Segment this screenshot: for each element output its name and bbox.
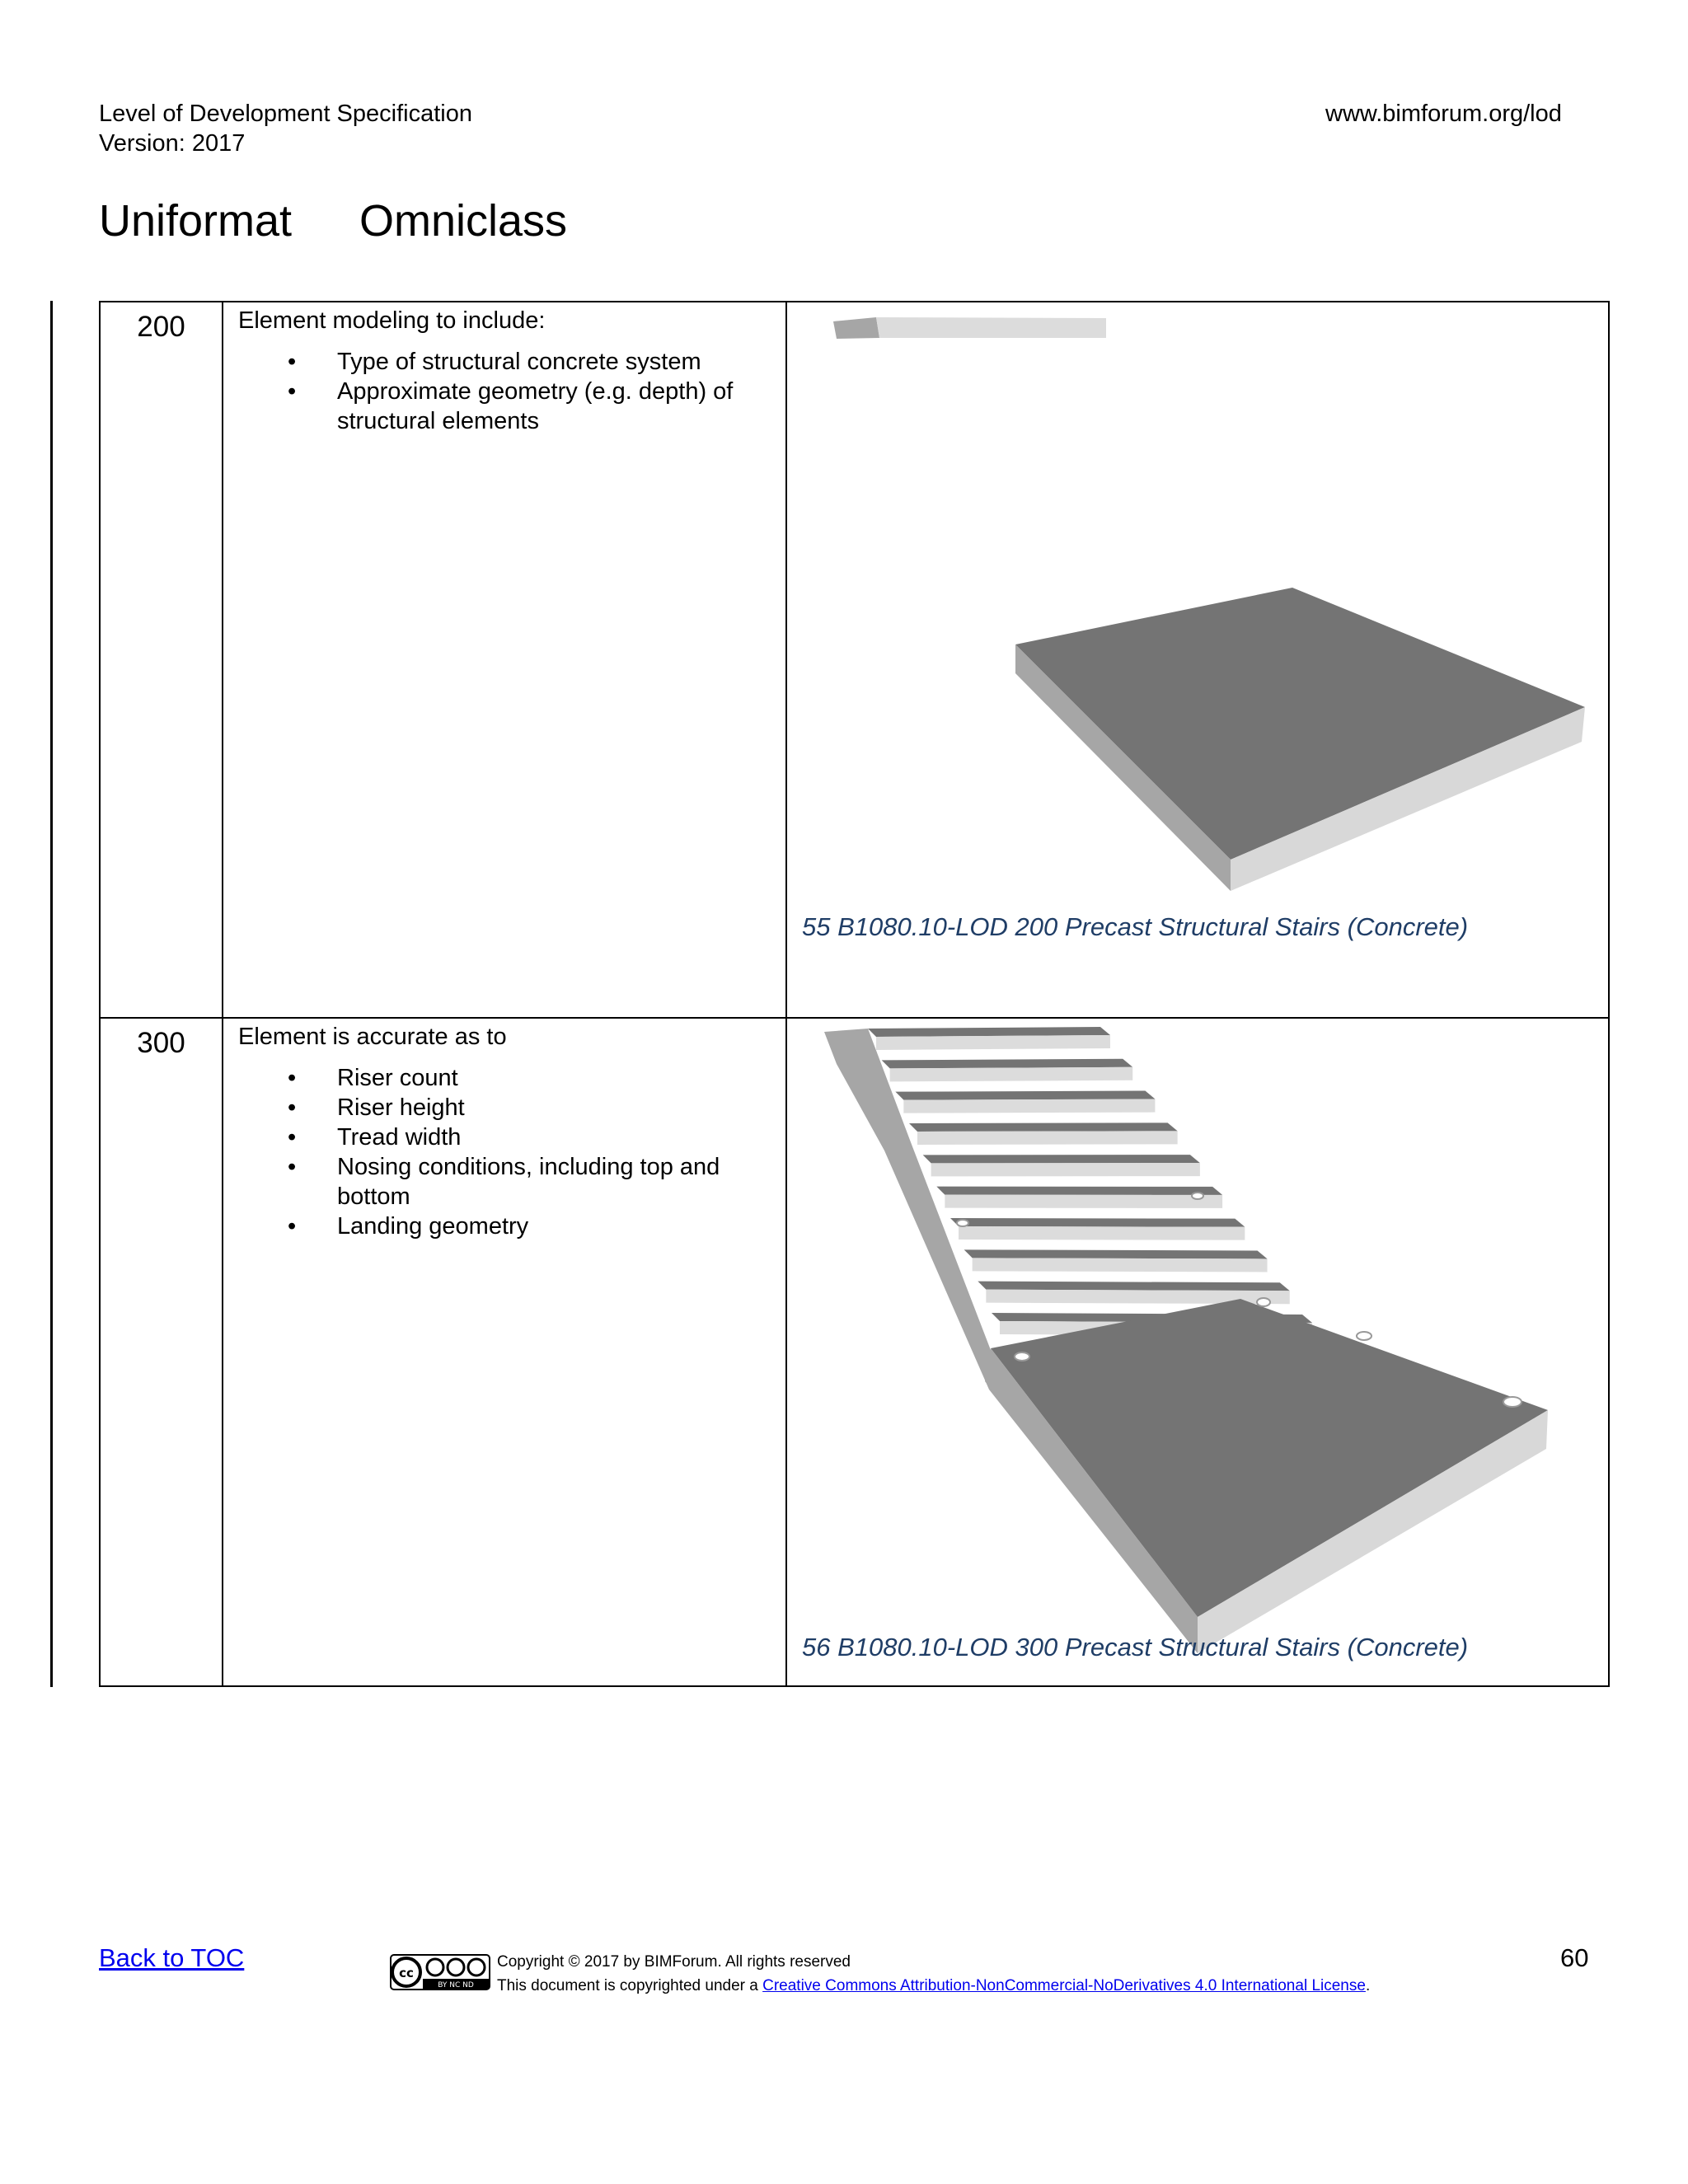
description-intro: Element is accurate as to [238,1024,507,1050]
stair-riser [876,1035,1110,1050]
bullet-list [238,1063,785,1241]
insert-hole [1192,1193,1203,1199]
figure-cell [786,1018,1609,1686]
stair-tread [909,1122,1178,1132]
back-to-toc-link[interactable]: Back to TOC [99,1943,245,1972]
stair-riser [917,1131,1178,1145]
creative-commons-badge-icon [390,1954,490,1990]
list-item: • Riser height [238,1093,785,1122]
stair-steps [868,1027,1312,1336]
list-item: • Nosing conditions, including top and bottom [238,1152,785,1212]
stair-riser [890,1067,1133,1082]
lod-number-cell [100,1018,223,1686]
svg-text:BY NC ND: BY NC ND [438,1981,474,1990]
stair-riser [903,1099,1155,1113]
stair-tread [978,1282,1289,1291]
table-row [100,302,1609,1018]
stair-tread [923,1155,1200,1163]
stair-tread [882,1059,1133,1069]
omniclass-title: Omniclass [359,196,568,246]
insert-hole [1503,1397,1522,1407]
header-url: www.bimforum.org/lod [1325,101,1562,127]
lod-number-cell [100,302,223,1018]
list-item: • Riser count [238,1063,785,1093]
table-row [100,1018,1609,1686]
lod-number: 300 [137,1027,185,1059]
copyright-notice [497,1950,1370,1998]
document-version: Version: 2017 [99,130,246,157]
list-item: • Tread width [238,1122,785,1152]
lod200-stairs-figure [787,302,1608,1019]
copyright-line: Copyright © 2017 by BIMForum. All rights reserved [497,1953,851,1971]
document-title: Level of Development Specification [99,101,472,127]
revision-change-bar [50,301,53,1687]
stair-riser [945,1195,1222,1208]
lod300-stairs-figure [787,1019,1608,1687]
description-cell [223,1018,786,1686]
lod-table [99,301,1610,1687]
insert-hole [1015,1352,1029,1361]
insert-hole [1257,1298,1270,1306]
slab-edge-fragment [833,317,879,339]
page-number: 60 [1560,1943,1589,1972]
slab-edge-fragment-face [876,317,1106,338]
figure-caption: 56 B1080.10-LOD 300 Precast Structural Stairs (Concrete) [802,1633,1469,1661]
list-item: • Type of structural concrete system [238,347,785,377]
list-item: • Approximate geometry (e.g. depth) of structural elements [238,377,785,436]
figure-cell [786,302,1609,1018]
bullet-list [238,347,785,436]
description-cell [223,302,786,1018]
stair-riser [959,1226,1245,1240]
insert-hole [957,1220,968,1226]
license-line: This document is copyrighted under a Creative Commons Attribution-NonCommercial-NoDerivatives 4.0 International License. [497,1977,1371,1994]
document-header [99,99,472,158]
license-link[interactable]: Creative Commons Attribution-NonCommercial-NoDerivatives 4.0 International License [762,1977,1366,1994]
description-intro: Element modeling to include: [238,307,546,334]
list-item: • Landing geometry [238,1212,785,1241]
figure-caption: 55 B1080.10-LOD 200 Precast Structural Stairs (Concrete) [802,912,1469,941]
uniformat-title: Uniformat [99,196,293,246]
insert-hole [1357,1332,1372,1340]
stair-tread [895,1091,1155,1100]
svg-text:cc: cc [399,1966,414,1980]
slab-top-surface [1015,588,1585,860]
stair-riser [973,1258,1268,1272]
lod-number: 200 [137,311,185,343]
stair-tread [868,1027,1110,1037]
stair-tread [950,1218,1245,1227]
stair-tread [964,1249,1268,1258]
stair-tread [936,1187,1222,1195]
stair-riser [931,1163,1200,1176]
